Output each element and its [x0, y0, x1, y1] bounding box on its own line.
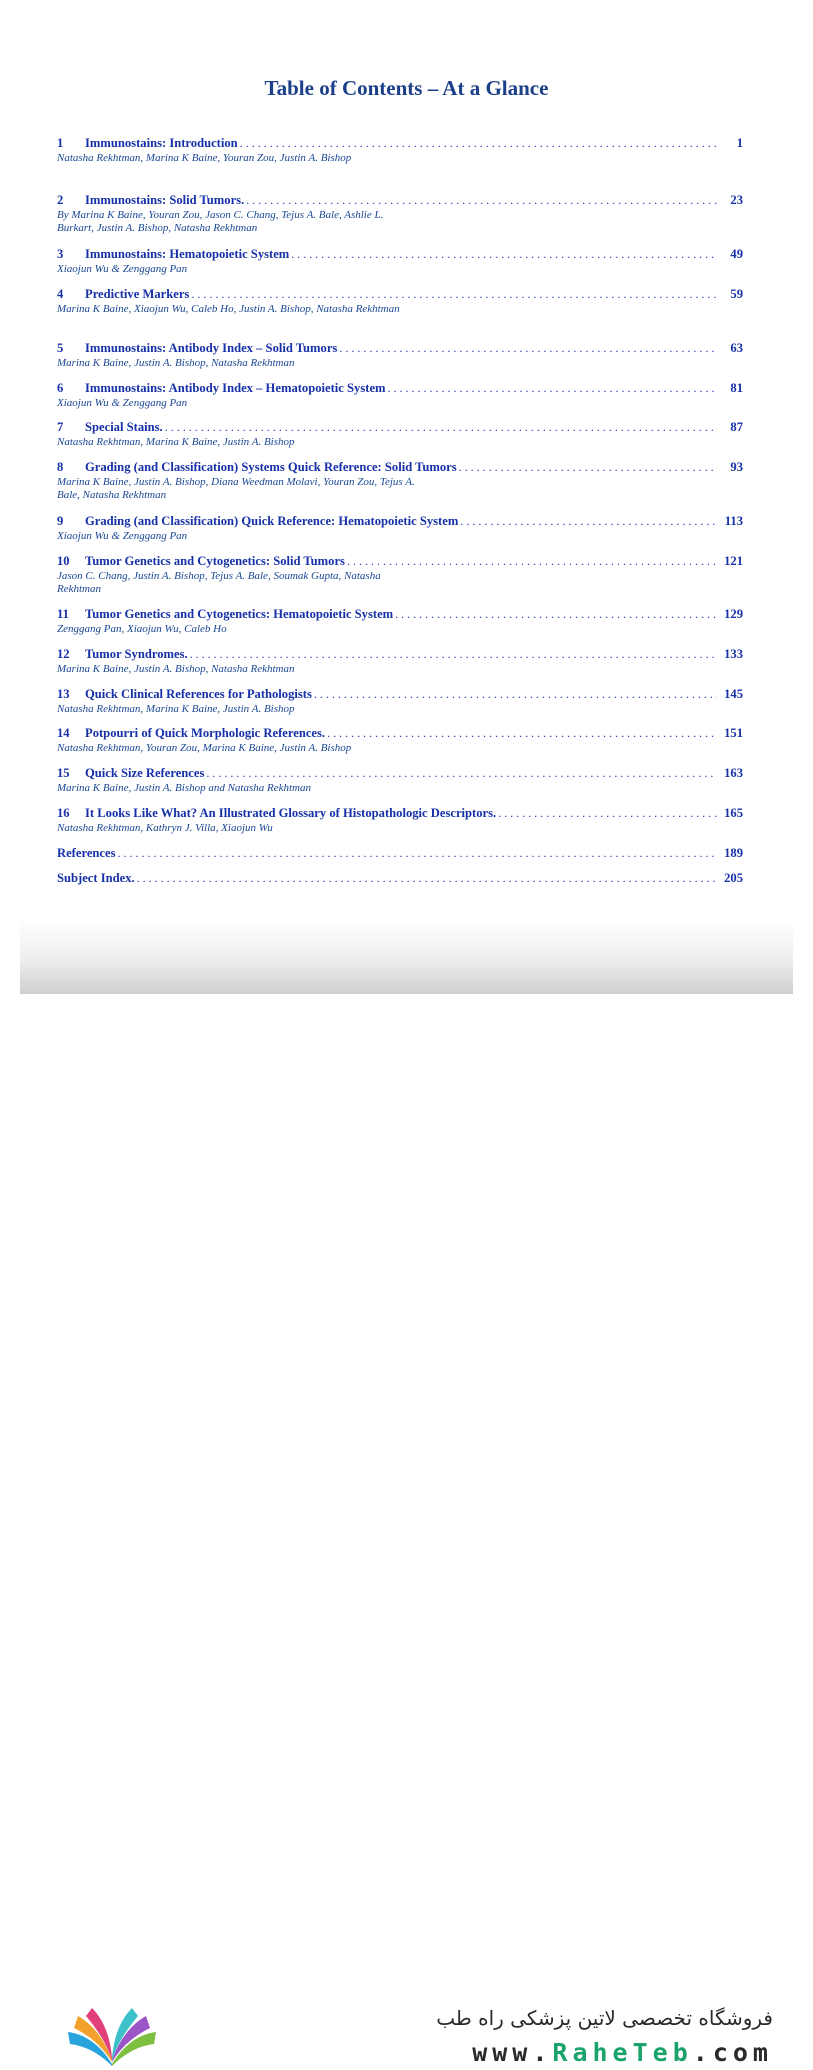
- open-book-logo-icon: [62, 2004, 162, 2070]
- dot-leader: [291, 245, 717, 263]
- page-number[interactable]: 129: [724, 607, 743, 621]
- dot-leader: [190, 645, 717, 663]
- toc-entry-line[interactable]: [57, 605, 743, 623]
- section-title[interactable]: References: [57, 846, 116, 860]
- toc-entry[interactable]: [57, 804, 743, 835]
- dot-leader: [206, 764, 717, 782]
- chapter-authors: Xiaojun Wu & Zenggang Pan: [57, 530, 188, 542]
- chapter-number: 6: [57, 381, 64, 395]
- toc-end-entry[interactable]: [57, 869, 743, 887]
- toc-entry-line[interactable]: [57, 191, 743, 209]
- dot-leader: [460, 512, 717, 530]
- url-prefix: www.: [472, 2038, 553, 2067]
- chapter-title[interactable]: Quick Clinical References for Pathologists: [85, 687, 312, 701]
- url-suffix: .com: [692, 2038, 773, 2067]
- toc-entry-line[interactable]: [57, 869, 743, 887]
- dot-leader: [240, 134, 717, 152]
- toc-entry-line[interactable]: [57, 764, 743, 782]
- dot-leader: [118, 844, 717, 862]
- dot-leader: [339, 339, 717, 357]
- page-number[interactable]: 145: [724, 687, 743, 701]
- chapter-authors: Xiaojun Wu & Zenggang Pan: [57, 263, 188, 275]
- shop-url[interactable]: [472, 2038, 773, 2067]
- dot-leader: [459, 458, 717, 476]
- chapter-authors: Natasha Rekhtman, Marina K Baine, Youran Zou, Justin A. Bishop: [57, 152, 352, 164]
- chapter-authors: By Marina K Baine, Youran Zou, Jason C. Chang, Tejus A. Bale, Ashlie L. Burkart, Justin A. Bishop, Natasha Rekhtman: [57, 209, 384, 235]
- chapter-number: 1: [57, 136, 64, 150]
- document-page: [0, 0, 813, 920]
- chapter-authors: Marina K Baine, Justin A. Bishop, Natasha Rekhtman: [57, 357, 295, 369]
- page-number[interactable]: 165: [724, 806, 743, 820]
- toc-end-entry[interactable]: [57, 844, 743, 862]
- page-title: Table of Contents – At a Glance: [264, 76, 549, 100]
- chapter-authors: Zenggang Pan, Xiaojun Wu, Caleb Ho: [57, 623, 227, 635]
- chapter-authors: Marina K Baine, Justin A. Bishop, Diana Weedman Molavi, Youran Zou, Tejus A. Bale, Natasha Rekhtman: [57, 476, 415, 502]
- dot-leader: [327, 724, 717, 742]
- chapter-authors: Jason C. Chang, Justin A. Bishop, Tejus A. Bale, Soumak Gupta, Natasha Rekhtman: [57, 570, 381, 596]
- chapter-title[interactable]: Immunostains: Antibody Index – Hematopoietic System: [85, 381, 386, 395]
- toc-entry[interactable]: [57, 418, 743, 449]
- chapter-title[interactable]: Quick Size References: [85, 766, 205, 780]
- page-number[interactable]: 205: [724, 871, 743, 885]
- page-number[interactable]: 163: [724, 766, 743, 780]
- toc-entry[interactable]: [57, 379, 743, 410]
- chapter-authors: Xiaojun Wu & Zenggang Pan: [57, 397, 188, 409]
- chapter-authors: Marina K Baine, Justin A. Bishop, Natasha Rekhtman: [57, 663, 295, 675]
- page-number[interactable]: 113: [724, 514, 743, 528]
- chapter-authors: Natasha Rekhtman, Kathryn J. Villa, Xiaojun Wu: [57, 822, 273, 834]
- chapter-title[interactable]: Predictive Markers: [85, 287, 190, 301]
- page-number[interactable]: 63: [730, 341, 743, 355]
- dot-leader: [165, 418, 717, 436]
- page-number[interactable]: 87: [730, 420, 743, 434]
- toc-entry[interactable]: [57, 512, 743, 543]
- toc-entry[interactable]: [57, 764, 743, 795]
- dot-leader: [246, 191, 717, 209]
- toc-entry-line[interactable]: [57, 339, 743, 357]
- chapter-title[interactable]: Immunostains: Introduction: [85, 136, 238, 150]
- toc-entry[interactable]: [57, 552, 743, 597]
- toc-entry-line[interactable]: [57, 418, 743, 436]
- toc-entry-line[interactable]: [57, 134, 743, 152]
- dot-leader: [314, 685, 717, 703]
- chapter-number: 8: [57, 460, 64, 474]
- page-number[interactable]: 133: [724, 647, 743, 661]
- toc-entry-line[interactable]: [57, 285, 743, 303]
- chapter-number: 13: [57, 687, 70, 701]
- chapter-authors: Natasha Rekhtman, Youran Zou, Marina K Baine, Justin A. Bishop: [57, 742, 352, 754]
- toc-entry-line[interactable]: [57, 685, 743, 703]
- page-number[interactable]: 1: [736, 136, 743, 150]
- toc-entry-line[interactable]: [57, 724, 743, 742]
- toc-entry-line[interactable]: [57, 804, 743, 822]
- chapter-title[interactable]: It Looks Like What? An Illustrated Glossary of Histopathologic Descriptors.: [85, 806, 497, 820]
- toc-entry-line[interactable]: [57, 379, 743, 397]
- chapter-title[interactable]: Grading (and Classification) Quick Reference: Hematopoietic System: [85, 514, 459, 528]
- chapter-title[interactable]: Immunostains: Solid Tumors.: [85, 193, 245, 207]
- chapter-number: 12: [57, 647, 70, 661]
- dot-leader: [388, 379, 717, 397]
- toc-entry[interactable]: [57, 339, 743, 370]
- chapter-number: 14: [57, 726, 70, 740]
- toc-entry[interactable]: [57, 645, 743, 676]
- chapter-number: 4: [57, 287, 64, 301]
- toc-entry-line[interactable]: [57, 645, 743, 663]
- dot-leader: [191, 285, 717, 303]
- chapter-authors: Natasha Rekhtman, Marina K Baine, Justin A. Bishop: [57, 703, 295, 715]
- chapter-number: 3: [57, 247, 64, 261]
- chapter-number: 5: [57, 341, 64, 355]
- dot-leader: [498, 804, 717, 822]
- page-number[interactable]: 121: [724, 554, 743, 568]
- chapter-title[interactable]: Potpourri of Quick Morphologic References.: [85, 726, 326, 740]
- toc-entry[interactable]: [57, 245, 743, 276]
- dot-leader: [137, 869, 717, 887]
- toc-entry[interactable]: [57, 285, 743, 316]
- page-number[interactable]: 81: [730, 381, 743, 395]
- toc-entry-line[interactable]: [57, 552, 743, 570]
- dot-leader: [347, 552, 717, 570]
- toc-entry-line[interactable]: [57, 245, 743, 263]
- chapter-number: 16: [57, 806, 70, 820]
- chapter-number: 2: [57, 193, 64, 207]
- page-number[interactable]: 23: [730, 193, 743, 207]
- chapter-number: 9: [57, 514, 64, 528]
- footer-banner: [0, 994, 813, 2067]
- page-number[interactable]: 151: [724, 726, 743, 740]
- chapter-authors: Marina K Baine, Xiaojun Wu, Caleb Ho, Justin A. Bishop, Natasha Rekhtman: [57, 303, 400, 315]
- chapter-number: 15: [57, 766, 70, 780]
- page-number[interactable]: 49: [730, 247, 743, 261]
- page-number[interactable]: 189: [724, 846, 743, 860]
- chapter-title[interactable]: Special Stains.: [85, 420, 163, 434]
- toc-entry-line[interactable]: [57, 844, 743, 862]
- chapter-title[interactable]: Immunostains: Hematopoietic System: [85, 247, 290, 261]
- toc-entry[interactable]: [57, 134, 743, 165]
- page-shadow: [20, 920, 793, 994]
- page-number[interactable]: 93: [730, 460, 743, 474]
- chapter-authors: Marina K Baine, Justin A. Bishop and Natasha Rekhtman: [57, 782, 312, 794]
- toc-entry-line[interactable]: [57, 512, 743, 530]
- chapter-title[interactable]: Tumor Genetics and Cytogenetics: Solid Tumors: [85, 554, 345, 568]
- url-brand-part-2: Teb: [632, 2038, 693, 2067]
- chapter-title[interactable]: Grading (and Classification) Systems Quick Reference: Solid Tumors: [85, 460, 457, 474]
- toc-entry-line[interactable]: [57, 458, 743, 476]
- toc-entry[interactable]: [57, 724, 743, 755]
- section-title[interactable]: Subject Index.: [57, 871, 135, 885]
- chapter-number: 11: [57, 607, 69, 621]
- url-brand-part-1: Rahe: [552, 2038, 633, 2067]
- toc-entry[interactable]: [57, 458, 743, 503]
- chapter-number: 7: [57, 420, 64, 434]
- toc-entry[interactable]: [57, 685, 743, 716]
- toc-entry[interactable]: [57, 191, 743, 236]
- chapter-title[interactable]: Immunostains: Antibody Index – Solid Tumors: [85, 341, 338, 355]
- chapter-number: 10: [57, 554, 70, 568]
- shop-name: فروشگاه تخصصی لاتین پزشکی راه طب: [436, 2006, 773, 2030]
- toc-entry[interactable]: [57, 605, 743, 636]
- page-number[interactable]: 59: [730, 287, 743, 301]
- chapter-authors: Natasha Rekhtman, Marina K Baine, Justin A. Bishop: [57, 436, 295, 448]
- chapter-title[interactable]: Tumor Genetics and Cytogenetics: Hematopoietic System: [85, 607, 394, 621]
- dot-leader: [395, 605, 717, 623]
- chapter-title[interactable]: Tumor Syndromes.: [85, 647, 188, 661]
